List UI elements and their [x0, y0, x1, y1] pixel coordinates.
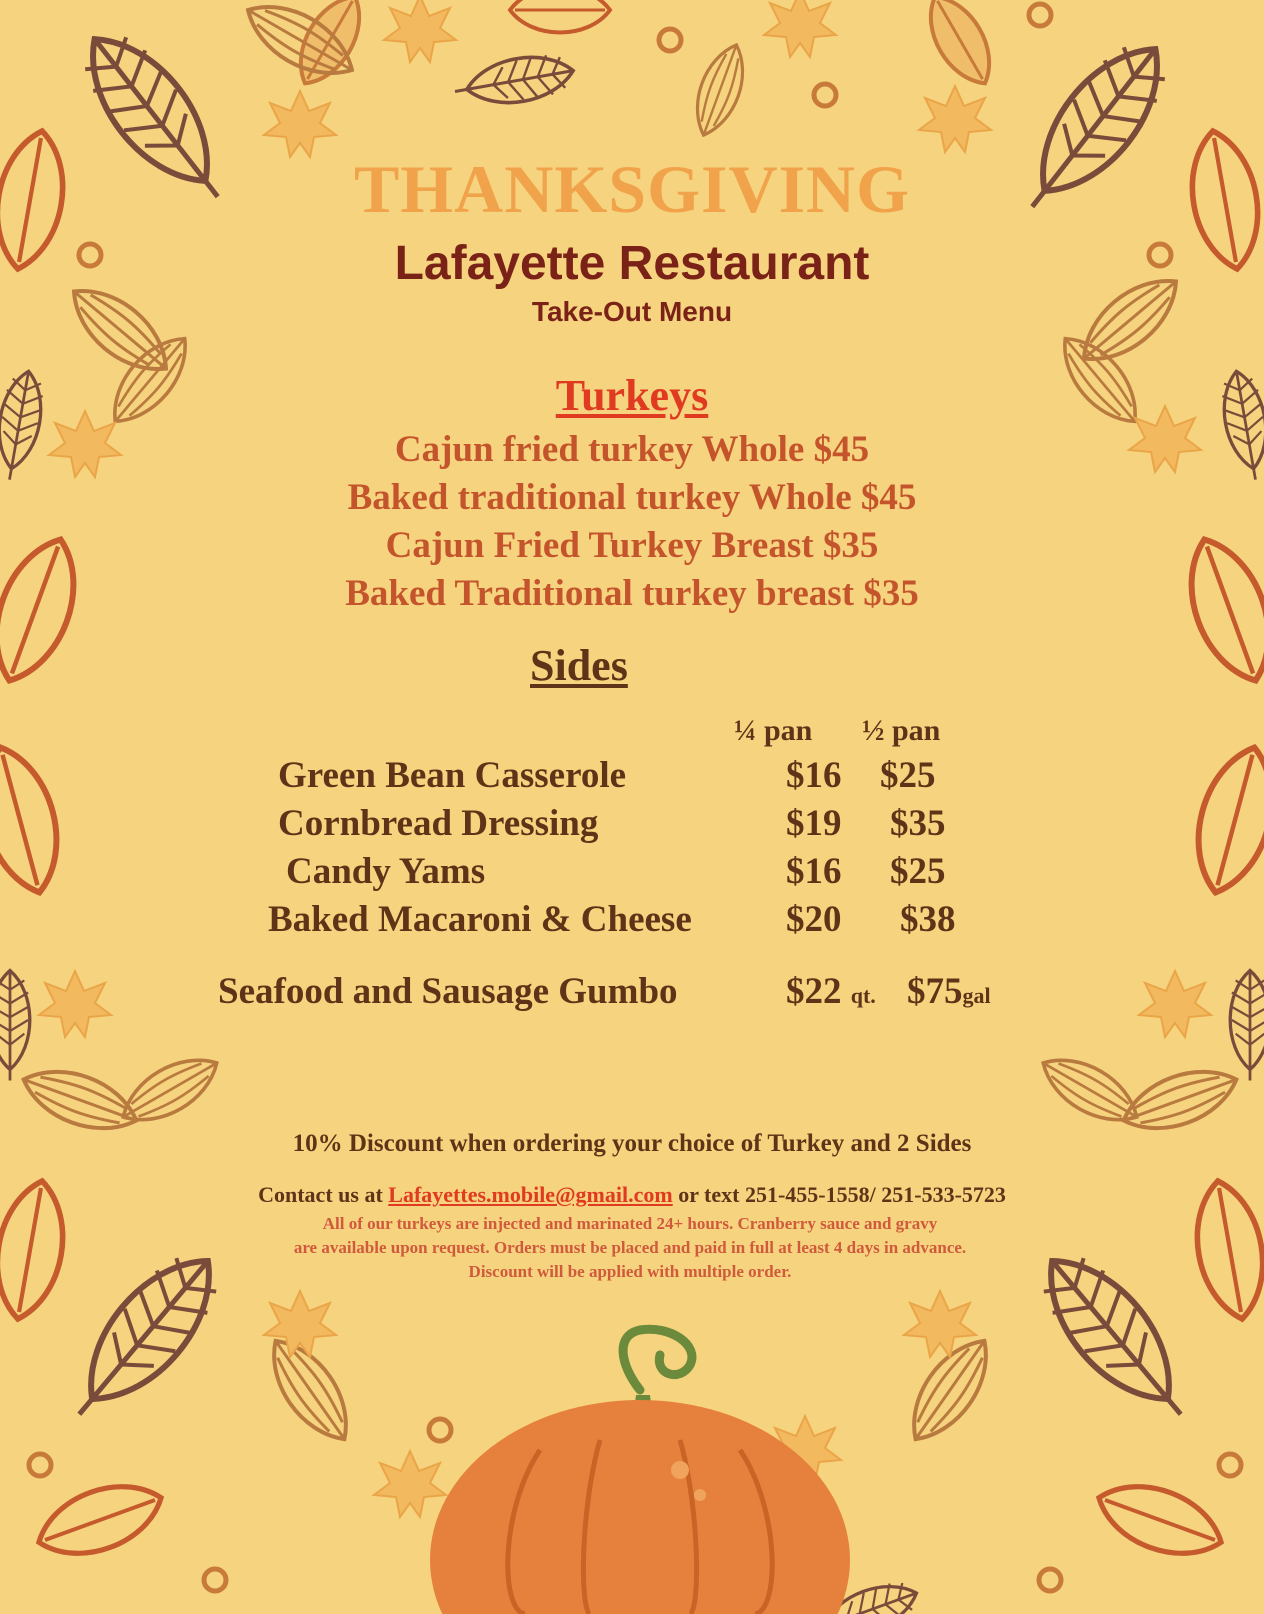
ring-icon: [659, 29, 681, 51]
leaf-icon: [29, 1470, 171, 1569]
half-pan-price: $38: [900, 899, 956, 940]
turkey-item: Baked traditional turkey Whole $45: [347, 477, 917, 518]
discount-note: 10% Discount when ordering your choice of Turkey and 2 Sides: [292, 1130, 972, 1157]
sides-heading: Sides: [530, 641, 628, 690]
gumbo-gallon-price: [907, 968, 991, 1020]
quarter-pan-header: ¼ pan: [734, 714, 813, 747]
restaurant-name: Lafayette Restaurant: [394, 237, 870, 290]
half-pan-price: $25: [890, 851, 946, 892]
side-row: [0, 752, 1264, 800]
side-row: [0, 848, 1264, 896]
side-name: Baked Macaroni & Cheese: [268, 899, 692, 940]
half-pan-price: $25: [880, 755, 936, 796]
ring-icon: [1039, 1569, 1061, 1591]
leaf-icon: [1089, 1470, 1231, 1569]
email-link[interactable]: Lafayettes.mobile@gmail.com: [388, 1182, 673, 1207]
fine-print-line: All of our turkeys are injected and marinated 24+ hours. Cranberry sauce and gravy: [322, 1214, 938, 1233]
quarter-pan-price: $16: [786, 851, 842, 892]
ring-icon: [29, 1454, 51, 1476]
ring-icon: [814, 84, 836, 106]
fine-print-line: are available upon request. Orders must be placed and paid in full at least 4 days in advance.: [293, 1238, 967, 1257]
side-row: [0, 800, 1264, 848]
maple-leaf-icon: [919, 86, 991, 152]
fine-print: [200, 1212, 1060, 1284]
contact-phone: or text 251-455-1558/ 251-533-5723: [678, 1182, 1006, 1207]
turkey-item: Cajun fried turkey Whole $45: [394, 429, 870, 470]
gumbo-row: [0, 968, 1264, 1016]
maple-leaf-icon: [384, 0, 456, 62]
turkey-item: Cajun Fried Turkey Breast $35: [385, 525, 879, 566]
ring-icon: [204, 1569, 226, 1591]
leaf-icon: [686, 38, 755, 141]
quarter-pan-price: $20: [786, 899, 842, 940]
half-pan-price: $35: [890, 803, 946, 844]
fine-print-line: Discount will be applied with multiple order.: [468, 1262, 792, 1281]
gumbo-quart-amount: $22: [786, 971, 842, 1012]
half-pan-header: ½ pan: [862, 714, 941, 747]
menu-subtitle: Take-Out Menu: [531, 296, 733, 327]
leaf-icon: [451, 49, 577, 112]
gumbo-quart-unit: qt.: [850, 983, 876, 1008]
side-row: [0, 896, 1264, 944]
side-name: Candy Yams: [286, 851, 486, 892]
maple-leaf-icon: [264, 91, 336, 157]
event-title: THANKSGIVING: [353, 151, 911, 227]
gumbo-gallon-unit: gal: [962, 983, 991, 1008]
leaf-icon: [510, 0, 610, 33]
turkeys-heading: Turkeys: [555, 371, 709, 420]
maple-leaf-icon: [374, 1451, 446, 1517]
ring-icon: [429, 1419, 451, 1441]
maple-leaf-icon: [764, 0, 836, 57]
ring-icon: [1219, 1454, 1241, 1476]
gumbo-quart-price: [786, 968, 876, 1020]
contact-line: [0, 1182, 1264, 1208]
turkey-list: [0, 426, 1264, 618]
side-name: Green Bean Casserole: [278, 755, 627, 796]
gumbo-gallon-amount: $75: [907, 971, 963, 1012]
quarter-pan-price: $16: [786, 755, 842, 796]
contact-prefix: Contact us at: [258, 1182, 383, 1207]
turkey-item: Baked Traditional turkey breast $35: [345, 573, 919, 614]
leaf-icon: [916, 0, 1005, 95]
quarter-pan-price: $19: [786, 803, 842, 844]
gumbo-name: Seafood and Sausage Gumbo: [218, 971, 678, 1012]
pumpkin-icon: [430, 1329, 850, 1614]
ring-icon: [1029, 4, 1051, 26]
side-name: Cornbread Dressing: [278, 803, 599, 844]
